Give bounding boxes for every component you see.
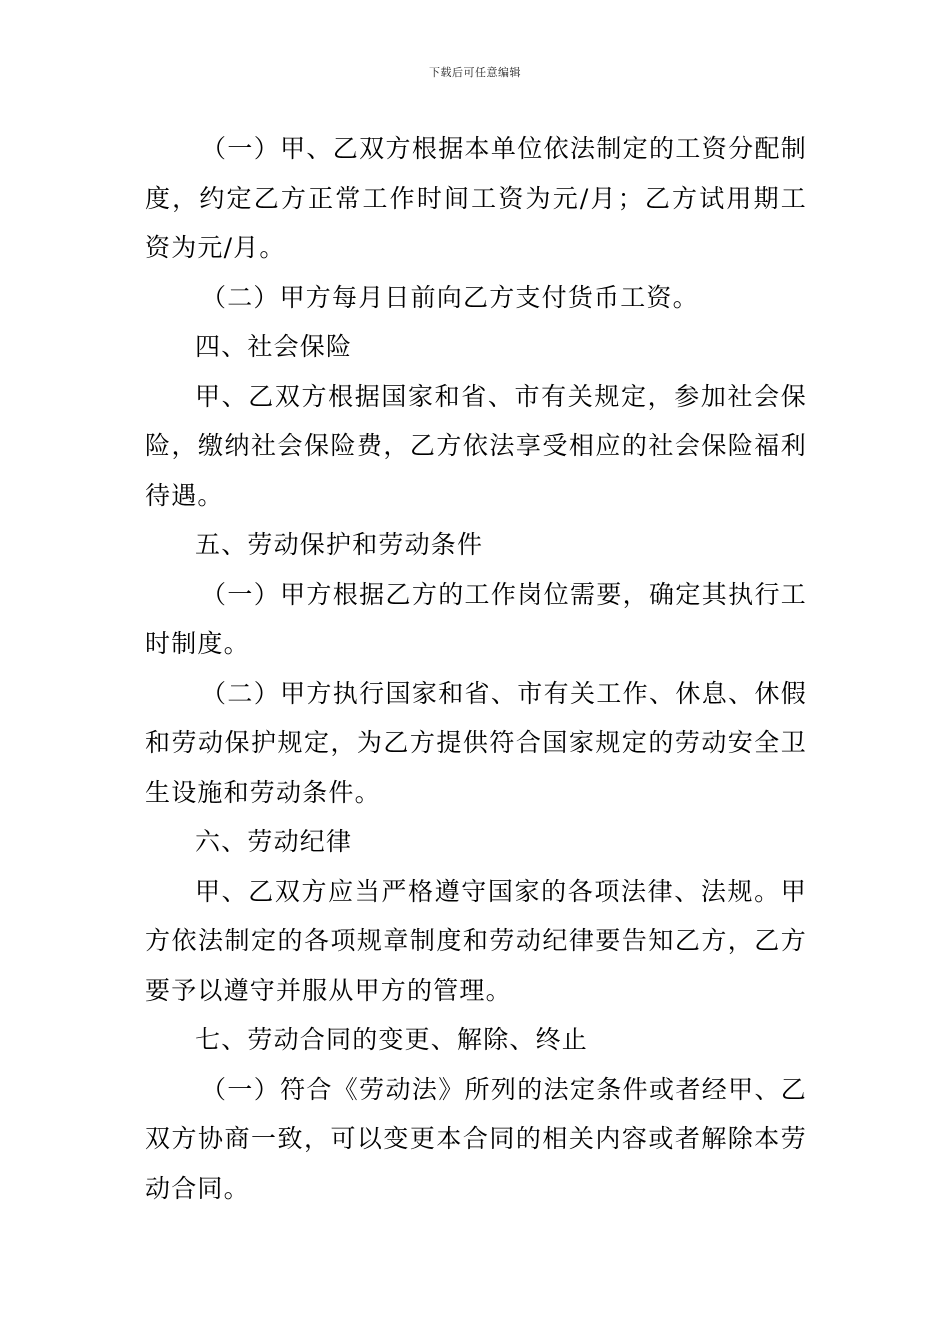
paragraph-contract-change: （一）符合《劳动法》所列的法定条件或者经甲、乙双方协商一致，可以变更本合同的相关内容或者解除本劳动合同。 <box>145 1074 807 1203</box>
paragraph-social-insurance: 甲、乙双方根据国家和省、市有关规定，参加社会保险，缴纳社会保险费，乙方依法享受相应的社会保险福利待遇。 <box>145 381 807 510</box>
paragraph-safety-conditions: （二）甲方执行国家和省、市有关工作、休息、休假和劳动保护规定，为乙方提供符合国家规定的劳动安全卫生设施和劳动条件。 <box>145 678 807 807</box>
header-note: 下载后可任意编辑 <box>429 66 521 79</box>
paragraph-working-hours: （一）甲方根据乙方的工作岗位需要，确定其执行工时制度。 <box>145 579 807 658</box>
paragraph-wage-payment: （二）甲方每月日前向乙方支付货币工资。 <box>201 282 699 312</box>
section-heading-social-insurance: 四、社会保险 <box>195 332 353 361</box>
document-body <box>145 124 807 1213</box>
section-heading-labor-protection: 五、劳动保护和劳动条件 <box>195 530 484 559</box>
section-heading-labor-discipline: 六、劳动纪律 <box>195 827 353 856</box>
section-heading-contract-change: 七、劳动合同的变更、解除、终止 <box>195 1025 589 1054</box>
paragraph-wage-agreement: （一）甲、乙双方根据本单位依法制定的工资分配制度，约定乙方正常工作时间工资为元/月；乙方试用期工资为元/月。 <box>145 134 807 262</box>
paragraph-labor-discipline: 甲、乙双方应当严格遵守国家的各项法律、法规。甲方依法制定的各项规章制度和劳动纪律要告知乙方，乙方要予以遵守并服从甲方的管理。 <box>145 876 807 1005</box>
